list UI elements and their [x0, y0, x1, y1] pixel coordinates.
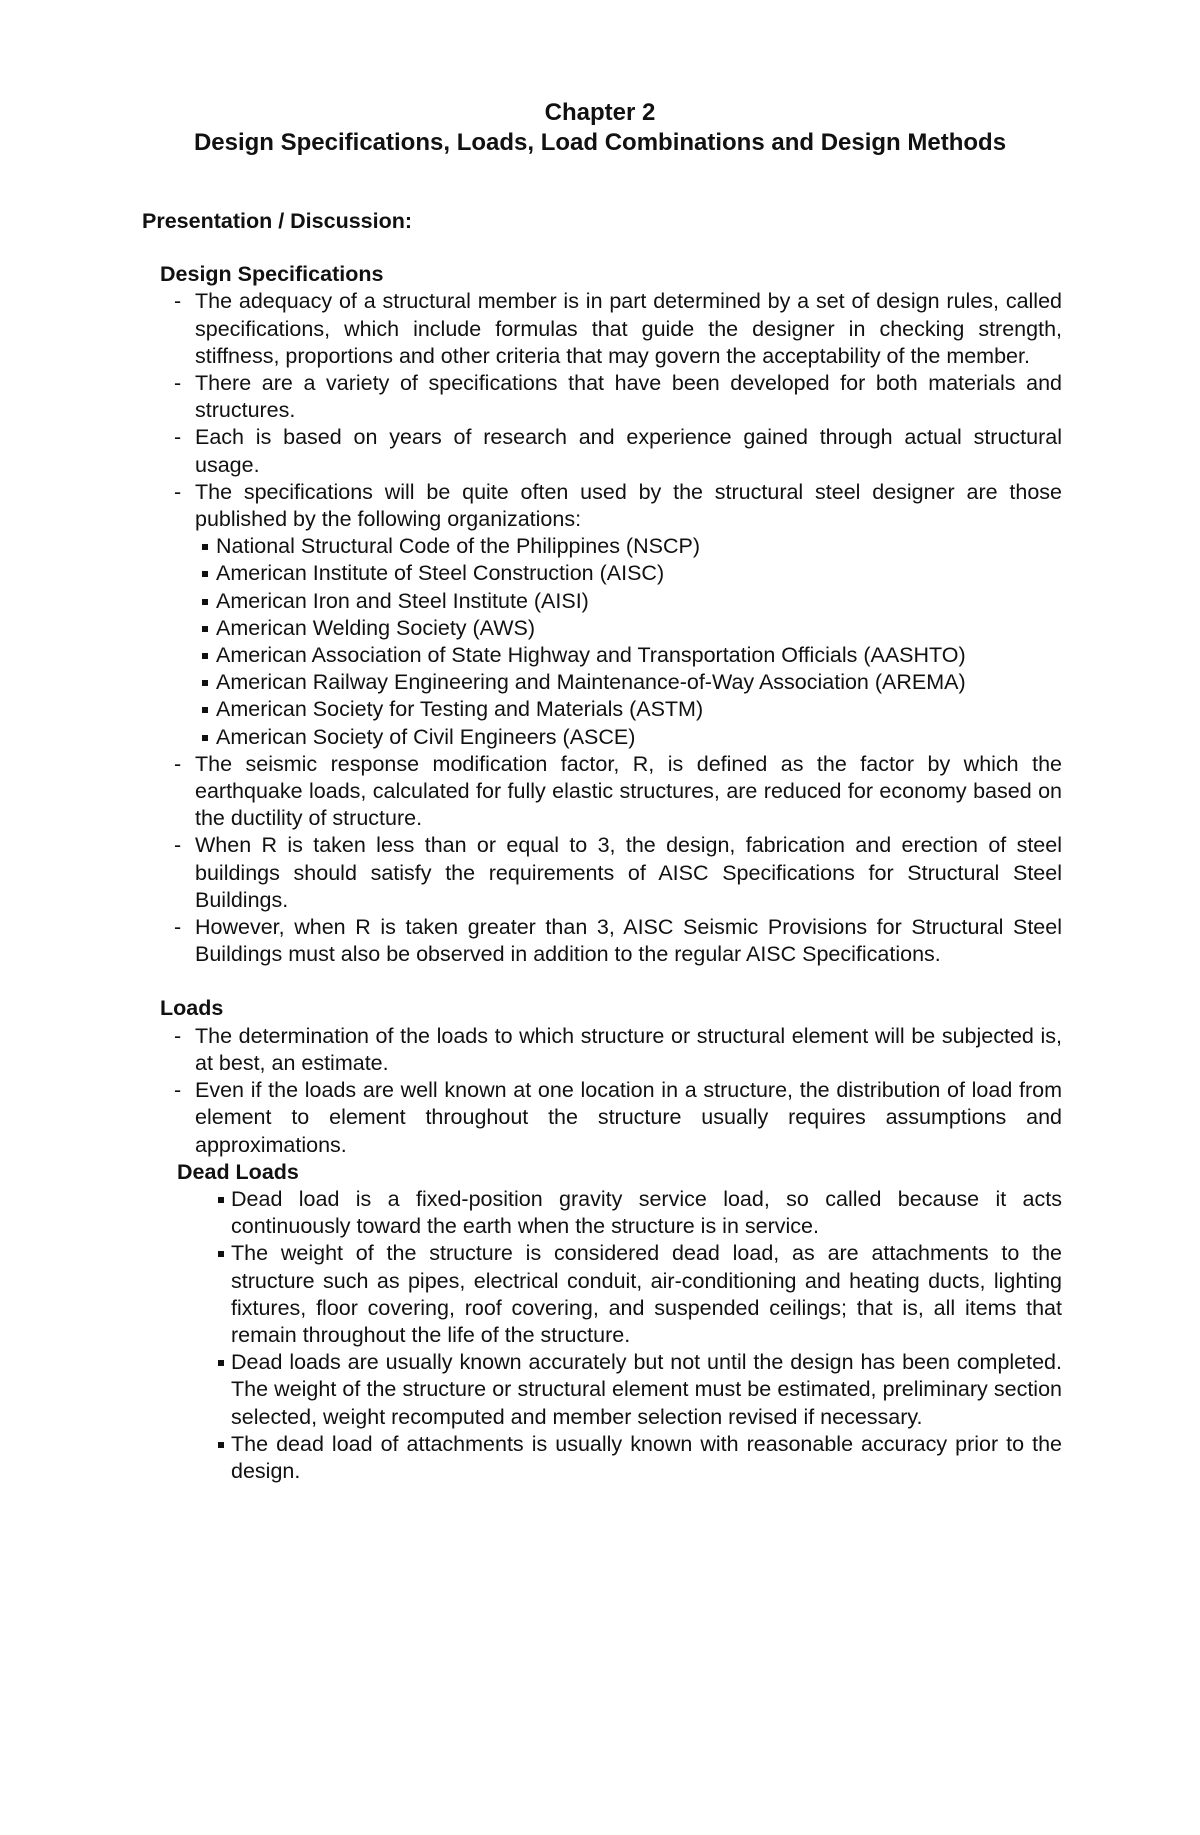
document-body	[142, 208, 1062, 1485]
chapter-title: Chapter 2	[544, 99, 656, 126]
title-block	[0, 98, 1200, 158]
organization-item: National Structural Code of the Philippines (NSCP)	[195, 533, 1062, 560]
section-spacer	[142, 968, 1062, 995]
organization-item: American Society for Testing and Materials (ASTM)	[195, 696, 1062, 723]
list-item: - However, when R is taken greater than 3, AISC Seismic Provisions for Structural Steel Buildings must also be observed in addition to the regular AISC Specifications.	[142, 914, 1062, 968]
list-item: - Each is based on years of research and experience gained through actual structural usage.	[142, 424, 1062, 478]
list-item: - Even if the loads are well known at one location in a structure, the distribution of load from element to element throughout the structure usually requires assumptions and approximations.	[142, 1077, 1062, 1159]
list-item-text: The specifications will be quite often used by the structural steel designer are those published by the following organizations:	[195, 479, 1062, 532]
dead-loads-heading: Dead Loads	[177, 1159, 299, 1184]
list-item	[142, 479, 1062, 751]
organization-item: American Association of State Highway and Transportation Officials (AASHTO)	[195, 642, 1062, 669]
list-item: - There are a variety of specifications that have been developed for both materials and structures.	[142, 370, 1062, 424]
design-specifications-list	[142, 288, 1062, 968]
organizations-list	[195, 533, 1062, 751]
design-specifications-heading: Design Specifications	[160, 262, 384, 287]
dead-loads-list	[211, 1186, 1062, 1485]
organization-item: American Welding Society (AWS)	[195, 615, 1062, 642]
chapter-subtitle: Design Specifications, Loads, Load Combinations and Design Methods	[193, 129, 1007, 156]
presentation-heading: Presentation / Discussion:	[142, 209, 413, 233]
dead-load-item: Dead loads are usually known accurately but not until the design has been completed. The weight of the structure or structural element must be estimated, preliminary section selected, weight recomputed and member selection revised if necessary.	[211, 1349, 1062, 1431]
list-item: - The seismic response modification factor, R, is defined as the factor by which the earthquake loads, calculated for fully elastic structures, are reduced for economy based on the ductility of structure.	[142, 751, 1062, 833]
list-item: - The adequacy of a structural member is in part determined by a set of design rules, called specifications, which include formulas that guide the designer in checking strength, stiffness, proportions and other criteria that may govern the acceptability of the member.	[142, 288, 1062, 370]
dead-load-item: Dead load is a fixed-position gravity service load, so called because it acts continuously toward the earth when the structure is in service.	[211, 1186, 1062, 1240]
loads-list	[142, 1023, 1062, 1159]
organization-item: American Railway Engineering and Maintenance-of-Way Association (AREMA)	[195, 669, 1062, 696]
organization-item: American Institute of Steel Construction (AISC)	[195, 560, 1062, 587]
organization-item: American Society of Civil Engineers (ASCE)	[195, 724, 1062, 751]
loads-heading: Loads	[160, 996, 224, 1021]
list-item: - The determination of the loads to which structure or structural element will be subjected is, at best, an estimate.	[142, 1023, 1062, 1077]
dead-load-item: The weight of the structure is considered dead load, as are attachments to the structure such as pipes, electrical conduit, air-conditioning and heating ducts, lighting fixtures, floor covering, roof covering, and suspended ceilings; that is, all items that remain throughout the life of the structure.	[211, 1240, 1062, 1349]
list-item: - When R is taken less than or equal to 3, the design, fabrication and erection of steel buildings should satisfy the requirements of AISC Specifications for Structural Steel Buildings.	[142, 832, 1062, 914]
organization-item: American Iron and Steel Institute (AISI)	[195, 588, 1062, 615]
dead-load-item: The dead load of attachments is usually known with reasonable accuracy prior to the design.	[211, 1431, 1062, 1485]
